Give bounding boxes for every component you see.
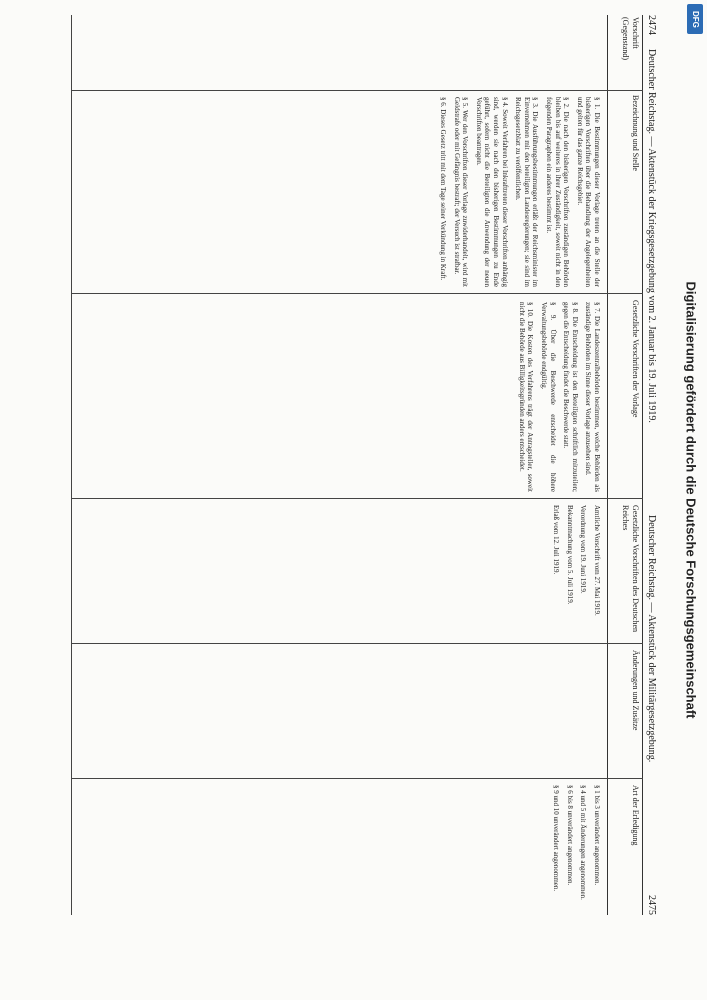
middle-paragraph: § 8. Die Entscheidung ist den Beteiligten schriftlich mitzuteilen; gegen die Entscheidung findet die Beschwerde statt.	[562, 302, 579, 492]
left-paragraph: § 6. Dieses Gesetz tritt mit dem Tage seiner Verkündung in Kraft.	[439, 97, 448, 281]
table-bottom-rule	[71, 15, 72, 915]
left-paragraph: § 5. Wer den Vorschriften dieser Vorlage zuwiderhandelt, wird mit Geldstrafe oder mit Gefängnis bestraft; der Versuch ist strafbar.	[452, 97, 470, 287]
left-paragraph: § 1. Die Bestimmungen dieser Vorlage treten an die Stelle der bisherigen Vorschriften über die Behandlung der Angelegenheiten und gelten für das ganze Reichsgebiet.	[575, 97, 601, 287]
result-column	[547, 785, 601, 910]
table-header	[607, 15, 643, 915]
middle-paragraph: § 10. Die Kosten des Verfahrens trägt der Antragsteller, soweit nicht die Behörde aus Billigkeitsgründen anders entscheidet.	[517, 302, 535, 492]
column-header-proposal: Gesetzliche Vorschriften der Vorlage	[631, 300, 640, 418]
left-paragraph: § 3. Die Ausführungsbestimmungen erläßt der Reichsminister im Einvernehmen mit den beteiligten Landesregierungen; sie sind im Reichsgesetzblatt zu veröffentlichen.	[514, 97, 540, 287]
column-divider	[71, 498, 643, 499]
result-entry: § 1 bis 3 unverändert angenommen.	[593, 785, 601, 886]
reich-law-column	[547, 505, 601, 637]
left-paragraph: § 2. Die nach den bisherigen Vorschriften zuständigen Behörden bleiben bis auf weiteres in ihrer Zuständigkeit, soweit nicht in den folgenden Paragraphen ein anderes bestimmt ist.	[545, 97, 571, 287]
column-divider	[71, 778, 643, 779]
right-running-header: Deutscher Reichstag. — Aktenstück der Militärgesetzgebung.	[646, 515, 657, 763]
left-page-number: 2474	[646, 15, 657, 35]
middle-text-column	[512, 302, 601, 492]
middle-paragraph: § 9. Über die Beschwerde entscheidet die höhere Verwaltungsbehörde endgültig.	[540, 302, 557, 492]
law-reference: Verordnung vom 19. Juni 1919.	[579, 505, 588, 594]
dfg-watermark-text: Digitalisierung gefördert durch die Deutsche Forschungsgemeinschaft	[683, 281, 699, 719]
column-header-changes: Änderungen und Zusätze	[631, 650, 640, 731]
rotated-document	[43, 15, 663, 915]
column-divider	[71, 643, 643, 644]
left-text-column	[434, 97, 602, 287]
result-entry: § 9 und 10 unverändert angenommen.	[552, 785, 561, 892]
column-divider	[71, 293, 643, 294]
law-reference: Amtliche Vorschrift vom 27. Mai 1919.	[593, 505, 601, 616]
left-paragraph: § 4. Soweit Verfahren bei Inkrafttreten dieser Vorschriften anhängig sind, werden sie nach den bisherigen Bestimmungen zu Ende geführt, sofern nicht die Beteiligten die Anwendung der neuen Vorschriften beantragen.	[474, 97, 509, 287]
right-page-number: 2475	[646, 895, 657, 915]
column-header-result: Art der Erledigung	[631, 785, 640, 846]
result-entry: § 6 bis 8 unverändert angenommen.	[565, 785, 574, 886]
column-divider	[71, 90, 643, 91]
dfg-watermark-strip	[681, 8, 701, 992]
law-reference: Bekanntmachung vom 5. Juli 1919.	[565, 505, 574, 605]
column-header-subject: Vorschrift (Gegenstand)	[621, 17, 640, 61]
middle-paragraph: § 7. Die Landeszentralbehörden bestimmen, welche Behörden als zuständige Behörden im Sinne dieser Vorlage anzusehen sind.	[584, 302, 601, 492]
law-reference: Erlaß vom 12. Juli 1919.	[552, 505, 561, 575]
column-header-reich-law: Gesetzliche Vorschriften des Deutschen Reiches	[621, 505, 640, 632]
result-entry: § 4 und 5 mit Änderungen angenommen.	[579, 785, 588, 900]
column-header-designation: Bezeichnung und Stelle	[631, 95, 640, 171]
dfg-logo-icon: DFG	[687, 4, 703, 34]
left-running-header: Deutscher Reichstag. — Aktenstück der Kriegsgesetzgebung vom 2. Januar bis 19. Juli 1919.	[646, 49, 657, 423]
